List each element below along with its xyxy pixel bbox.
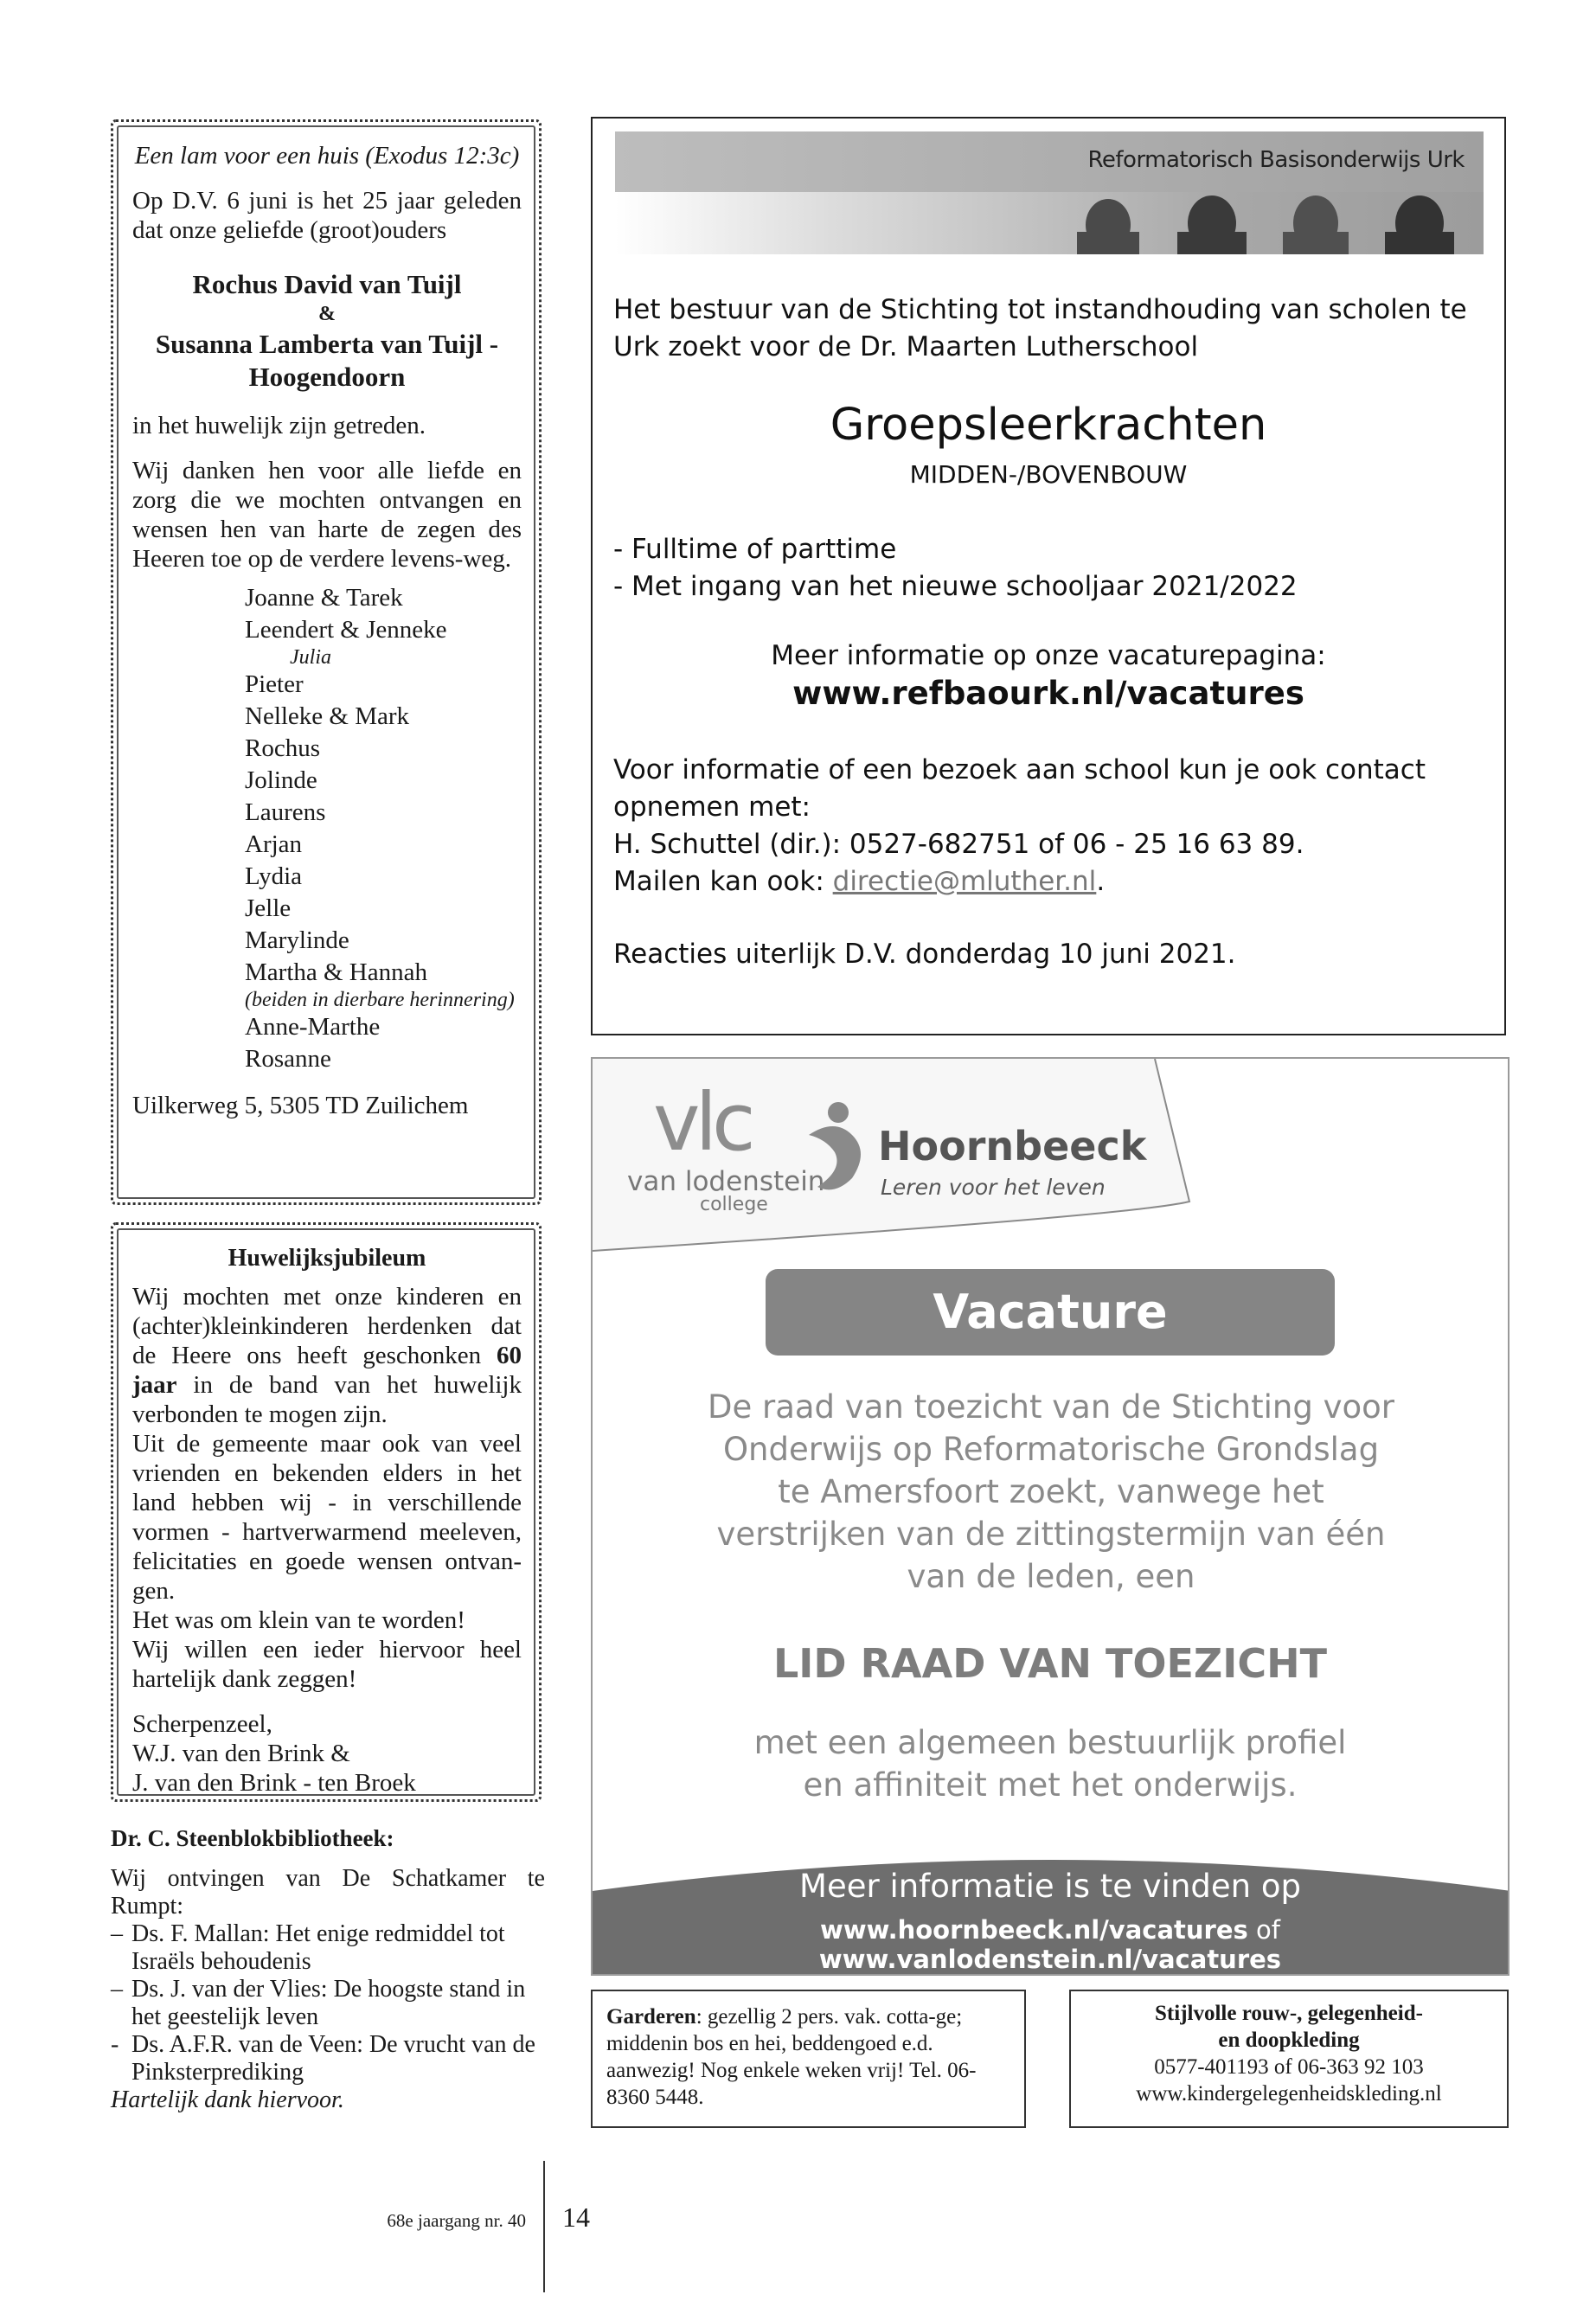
profile-line: met een algemeen bestuurlijk profiel bbox=[753, 1724, 1347, 1761]
motto: Een lam voor een huis (Exodus 12:3c) bbox=[134, 142, 520, 170]
footer-info-line: Meer informatie is te vinden op bbox=[799, 1868, 1301, 1905]
family-note: Julia bbox=[290, 646, 331, 669]
url-separator: of bbox=[1247, 1915, 1280, 1945]
refba-bullet: - Met ingang van het nieuwe schooljaar 2021/2022 bbox=[613, 571, 1298, 602]
vlc-logo-sub: college bbox=[700, 1194, 768, 1215]
jubilee-title: Huwelijksjubileum bbox=[228, 1245, 426, 1272]
hoornbeeck-name: Hoornbeeck bbox=[878, 1123, 1147, 1170]
library-list bbox=[111, 1920, 545, 2086]
portrait-icon bbox=[1385, 195, 1454, 254]
rouw-line2: en doopkleding bbox=[1218, 2029, 1360, 2052]
library-item bbox=[111, 1920, 545, 1976]
hoornbeeck-tagline: Leren voor het leven bbox=[881, 1175, 1106, 1200]
library-notice bbox=[111, 1823, 545, 2114]
library-item bbox=[111, 1976, 545, 2031]
family-member: Leendert & Jenneke bbox=[245, 616, 447, 644]
jubilee-years: 60 jaar bbox=[132, 1342, 522, 1399]
refba-more-info: Meer informatie op onze vacaturepagina: bbox=[771, 640, 1326, 671]
name-wife: Susanna Lamberta van Tuijl - Hoogendoorn bbox=[155, 329, 499, 392]
family-member: Lydia bbox=[245, 862, 303, 890]
family-member: Martha & Hannah bbox=[245, 958, 427, 986]
family-member: Pieter bbox=[245, 670, 304, 698]
body-line: te Amersfoort zoekt, vanwege het bbox=[778, 1473, 1324, 1510]
hoornbeeck-body bbox=[619, 1386, 1484, 1598]
library-title: Dr. C. Steenblokbibliotheek: bbox=[111, 1825, 394, 1851]
address: Uilkerweg 5, 5305 TD Zuilichem bbox=[132, 1092, 469, 1119]
refba-heading: Groepsleerkrachten bbox=[830, 400, 1267, 451]
portrait-icon bbox=[1283, 195, 1349, 254]
signature-line: Scherpenzeel, bbox=[132, 1710, 272, 1738]
library-thanks: Hartelijk dank hiervoor. bbox=[111, 2086, 344, 2113]
thanks-text: Wij danken hen voor alle liefde en zorg die we mochten ontvangen en wensen hen van harte de zegen des Heeren toe op de verdere levens-weg. bbox=[132, 457, 522, 573]
refba-url[interactable]: www.refbaourk.nl/vacatures bbox=[792, 675, 1304, 712]
refba-mail-prefix: Mailen kan ook: bbox=[613, 866, 833, 897]
anniversary-60-box bbox=[111, 1222, 542, 1802]
hoornbeeck-url[interactable]: www.hoornbeeck.nl/vacatures bbox=[820, 1915, 1248, 1945]
list-dash: – bbox=[111, 1976, 123, 2003]
family-member: Joanne & Tarek bbox=[245, 584, 403, 612]
vanlodenstein-url[interactable]: www.vanlodenstein.nl/vacatures bbox=[818, 1945, 1282, 1974]
family-member: Rochus bbox=[245, 734, 320, 762]
rouwkleding-ad bbox=[1069, 1990, 1509, 2128]
hoornbeeck-vacancy-ad bbox=[591, 1057, 1509, 1976]
portrait-icon bbox=[1077, 199, 1139, 254]
signature bbox=[132, 1709, 522, 1798]
profile-text bbox=[593, 1721, 1508, 1806]
footer-divider bbox=[543, 2161, 545, 2292]
jubilee-paragraph: Uit de gemeente maar ook van veel vrienden en bekenden elders in het land hebben wij - in verschillende vormen - hartverwarmend meeleven, felicitaties en goede wensen ontvan-gen. bbox=[132, 1430, 522, 1605]
refba-bullet: - Fulltime of parttime bbox=[613, 534, 897, 565]
garderen-text: : gezellig 2 pers. vak. cotta-ge; middenin bos en hei, beddengoed e.d. aanwezig! Nog enkele weken vrij! Tel. 06-8360 5448. bbox=[606, 2005, 977, 2109]
library-item bbox=[111, 2031, 545, 2086]
married-text: in het huwelijk zijn getreden. bbox=[132, 412, 426, 439]
signature-line: J. van den Brink - ten Broek bbox=[132, 1769, 416, 1797]
page-number: 14 bbox=[562, 2202, 590, 2233]
family-member: Laurens bbox=[245, 798, 326, 826]
reformer-portraits bbox=[1065, 192, 1480, 254]
family-member: Marylinde bbox=[245, 926, 349, 954]
vlc-logo-name: van lodenstein bbox=[627, 1166, 825, 1197]
library-item-text: Ds. J. van der Vlies: De hoogste stand in het geestelijk leven bbox=[131, 1976, 526, 2030]
family-list bbox=[245, 582, 522, 1075]
garderen-title: Garderen bbox=[606, 2005, 696, 2029]
refba-mail-suffix: . bbox=[1096, 866, 1106, 897]
footer-volume: 68e jaargang nr. 40 bbox=[387, 2210, 526, 2231]
refba-banner bbox=[615, 131, 1484, 254]
library-item-text: Ds. F. Mallan: Het enige redmiddel tot Israëls behoudenis bbox=[131, 1920, 505, 1975]
refba-vacancy-ad bbox=[591, 117, 1506, 1035]
garderen-ad bbox=[591, 1990, 1026, 2128]
refba-phone: H. Schuttel (dir.): 0527-682751 of 06 - 25 16 63 89. bbox=[613, 829, 1304, 860]
refba-intro: Het bestuur van de Stichting tot instandhouding van scholen te Urk zoekt voor de Dr. Maarten Lutherschool bbox=[613, 294, 1467, 362]
footer-urls bbox=[593, 1915, 1508, 1974]
body-line: De raad van toezicht van de Stichting voor bbox=[707, 1388, 1394, 1426]
rouw-phone: 0577-401193 of 06-363 92 103 bbox=[1154, 2055, 1424, 2079]
jubilee-paragraph bbox=[132, 1282, 522, 1429]
family-member: Nelleke & Mark bbox=[245, 702, 410, 730]
refba-mail-link[interactable]: directie@mluther.nl bbox=[832, 866, 1097, 897]
profile-line: en affiniteit met het onderwijs. bbox=[803, 1766, 1298, 1804]
rouw-website[interactable]: www.kindergelegenheidskleding.nl bbox=[1136, 2082, 1442, 2106]
list-dash: – bbox=[111, 1920, 123, 1947]
vlc-logo-mark: vlc bbox=[653, 1076, 751, 1169]
refba-contact: Voor informatie of een bezoek aan school kun je ook contact opnemen met: bbox=[613, 754, 1426, 823]
role-title: LID RAAD VAN TOEZICHT bbox=[772, 1640, 1328, 1687]
library-item-text: Ds. A.F.R. van de Veen: De vrucht van de Pinksterprediking bbox=[131, 2031, 535, 2086]
family-member: Jelle bbox=[245, 894, 292, 922]
jubilee-paragraph: Wij willen een ieder hiervoor heel hartelijk dank zeggen! bbox=[132, 1636, 522, 1693]
family-member: Jolinde bbox=[245, 766, 317, 794]
name-husband: Rochus David van Tuijl bbox=[192, 269, 462, 299]
ampersand: & bbox=[318, 303, 336, 325]
jubilee-text: in de band van het huwelijk verbonden te mogen zijn. bbox=[132, 1371, 522, 1428]
body-line: verstrijken van de zittingstermijn van één bbox=[716, 1516, 1386, 1553]
family-note: (beiden in dierbare herinnering) bbox=[245, 989, 515, 1011]
family-member: Arjan bbox=[245, 830, 303, 858]
anniversary-25-box bbox=[111, 119, 542, 1205]
body-line: Onderwijs op Reformatorische Grondslag bbox=[722, 1431, 1380, 1468]
signature-line: W.J. van den Brink & bbox=[132, 1740, 350, 1767]
vacature-banner: Vacature bbox=[766, 1269, 1335, 1356]
refba-banner-title: Reformatorisch Basisonderwijs Urk bbox=[1087, 147, 1465, 173]
list-dash: - bbox=[111, 2031, 119, 2058]
library-intro: Wij ontvingen van De Schatkamer te Rumpt: bbox=[111, 1865, 545, 1920]
portrait-icon bbox=[1177, 195, 1247, 254]
rouw-line1: Stijlvolle rouw-, gelegenheid- bbox=[1155, 2002, 1423, 2025]
refba-deadline: Reacties uiterlijk D.V. donderdag 10 juni 2021. bbox=[613, 939, 1236, 970]
family-member: Anne-Marthe bbox=[245, 1013, 381, 1041]
refba-mail-line bbox=[613, 863, 1105, 901]
family-member: Rosanne bbox=[245, 1045, 331, 1073]
intro-text: Op D.V. 6 juni is het 25 jaar geleden dat onze geliefde (groot)ouders bbox=[132, 187, 522, 244]
jubilee-paragraph: Het was om klein van te worden! bbox=[132, 1606, 465, 1634]
refba-subheading: MIDDEN-/BOVENBOUW bbox=[909, 460, 1188, 489]
hoornbeeck-logo-icon bbox=[800, 1100, 887, 1204]
jubilee-text: Wij mochten met onze kinderen en (achter)kleinkinderen herdenken dat de Heere ons heeft geschonken bbox=[132, 1283, 522, 1369]
body-line: van de leden, een bbox=[907, 1558, 1195, 1595]
